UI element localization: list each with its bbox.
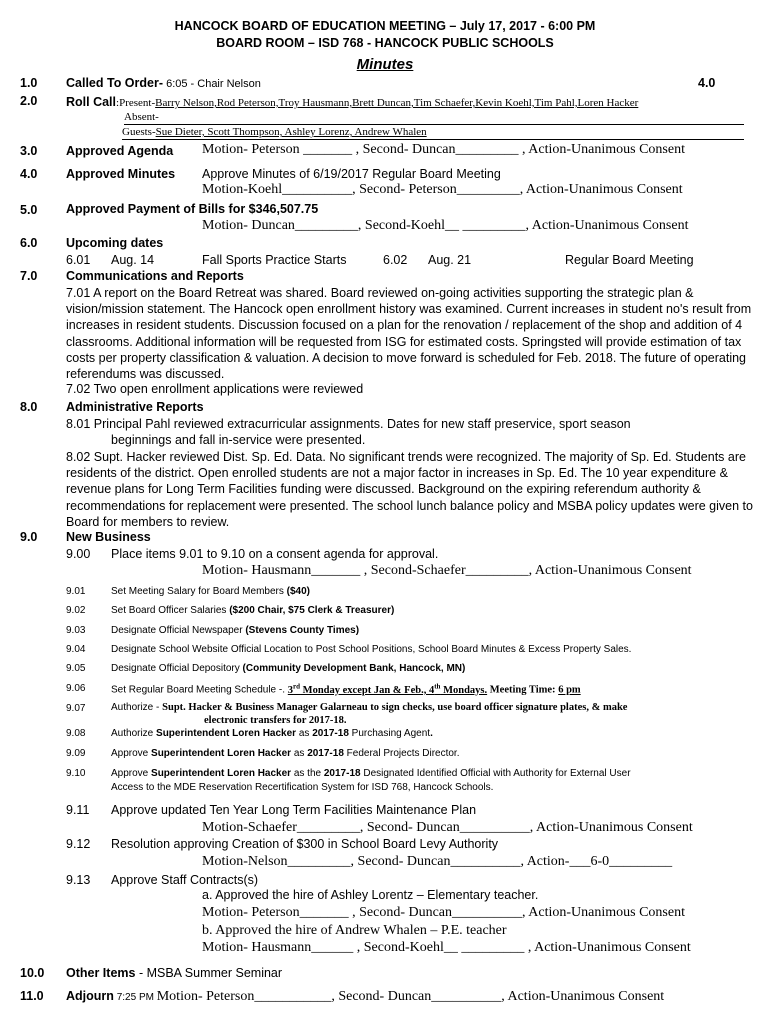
- s4-num: 4.0: [20, 167, 38, 181]
- i908-d: 2017-18: [312, 728, 349, 739]
- s7-num: 7.0: [20, 269, 38, 283]
- i906-sup2: th: [434, 682, 441, 690]
- s2-line: [66, 93, 746, 111]
- i904-num: 9.04: [66, 644, 86, 655]
- s4-motion: Motion-Koehl__________, Second- Peterson_________, Action-Unanimous Consent: [202, 182, 683, 197]
- s5-motion: Motion- Duncan_________, Second-Koehl__ _________, Action-Unanimous Consent: [202, 218, 689, 233]
- i913-a-motion: Motion- Peterson_______ , Second- Duncan__________, Action-Unanimous Consent: [202, 905, 685, 920]
- i911-num: 9.11: [66, 803, 90, 817]
- s2-num: 2.0: [20, 94, 38, 108]
- s10-label: Other Items: [66, 966, 136, 980]
- i904-text: Designate School Website Official Location to Post School Positions, School Board Minutes & Excess Property Sales.: [111, 644, 632, 655]
- i906-num: 9.06: [66, 683, 86, 694]
- s11-time: 7:25 PM: [113, 992, 157, 1003]
- s8-p1b: beginnings and fall in-service were presented.: [111, 433, 366, 447]
- i903-num: 9.03: [66, 625, 86, 636]
- i902-num: 9.02: [66, 605, 86, 616]
- i905-text: [111, 663, 465, 675]
- i909-d: 2017-18: [307, 748, 344, 759]
- s9-num: 9.0: [20, 530, 38, 544]
- s8-label: Administrative Reports: [66, 400, 204, 414]
- i906-d: 6 pm: [558, 684, 581, 696]
- i900-num: 9.00: [66, 547, 91, 561]
- s10-text: - MSBA Summer Seminar: [135, 966, 283, 980]
- i908-num: 9.08: [66, 728, 86, 739]
- s9-label: New Business: [66, 530, 151, 544]
- s7-p1: 7.01 A report on the Board Retreat was shared. Board reviewed on-going activities supporting the strategic plan & vision/mission statement. The Hancock open enrollment history was examined. Current increases in student no's result from increases in resident students. Discussion focused on a plan for the renovation / replacement of the shop and addition of 4 classrooms. Additional information will be requested from ISG for estimated costs. Springsted will provide estimation of tax costs per property classification & valuation. A decision to move forward is scheduled for Feb. 2018. The future of operating referendums was discussed.: [66, 286, 752, 382]
- s3-num: 3.0: [20, 144, 38, 158]
- s7-label: Communications and Reports: [66, 269, 244, 283]
- i901-b: ($40): [286, 586, 310, 597]
- s6-num: 6.0: [20, 236, 38, 250]
- s6-d1-date: Aug. 14: [111, 253, 155, 267]
- i907-num: 9.07: [66, 703, 86, 714]
- i902-b: ($200 Chair, $75 Clerk & Treasurer): [229, 605, 395, 616]
- i901-a: Set Meeting Salary for Board Members: [111, 586, 287, 597]
- s6-d2-num: 6.02: [383, 253, 408, 267]
- s1-label: Called To Order-: [66, 76, 164, 90]
- s2-present: Barry Nelson,Rod Peterson,Troy Hausmann,Brett Duncan,Tim Schaefer,Kevin Koehl,Tim Pahl,Loren Hacker: [155, 97, 639, 109]
- header-title: HANCOCK BOARD OF EDUCATION MEETING – July 17, 2017 - 6:00 PM: [174, 19, 596, 33]
- s1-line: [66, 76, 261, 91]
- i910-num: 9.10: [66, 768, 86, 779]
- i909-e: Federal Projects Director.: [343, 748, 460, 759]
- s6-label: Upcoming dates: [66, 236, 164, 250]
- i906-sup1: rd: [293, 682, 301, 690]
- i909-b: Superintendent Loren Hacker: [151, 748, 292, 759]
- i907-b: Supt. Hacker & Business Manager Galarneau to sign checks, use board officer signature plates, & make: [162, 702, 628, 713]
- s11-line: [66, 987, 664, 1005]
- i910-a: Approve: [111, 768, 152, 779]
- s6-d2-text: Regular Board Meeting: [565, 253, 694, 267]
- s2-guests: [122, 126, 744, 140]
- s11-motion: Motion- Peterson___________, Second- Duncan__________, Action-Unanimous Consent: [156, 989, 665, 1004]
- s11-num: 11.0: [20, 989, 44, 1003]
- i910-b: Superintendent Loren Hacker: [151, 768, 292, 779]
- s8-p2: 8.02 Supt. Hacker reviewed Dist. Sp. Ed. Data. No significant trends were recognized. The majority of Sp. Ed. Students are residents of the district. Open enrolled students are not a major factor in increases in Sp. Ed. The 10 year expenditure & revenue plans for Long Term Facilities funding were discussed. Background on the expiring referendum authority & recommendations for replacement were presented. The school lunch balance policy and MSBA policy updates were given to Board for members to review.: [66, 450, 753, 529]
- s6-d1-num: 6.01: [66, 253, 91, 267]
- i909-a: Approve: [111, 748, 152, 759]
- i910-e: Designated Identified Official with Authority for External User: [360, 768, 631, 779]
- s2-label: Roll Call: [66, 95, 117, 109]
- i913-b-motion: Motion- Hausmann______ , Second-Koehl__ _________ , Action-Unanimous Consent: [202, 940, 691, 955]
- i910-text: [111, 768, 631, 780]
- i908-c: as: [296, 728, 313, 739]
- i913-b: b. Approved the hire of Andrew Whalen – P.E. teacher: [202, 923, 507, 938]
- s2-absent-label: Absent-: [124, 111, 159, 123]
- s8-p1a: 8.01 Principal Pahl reviewed extracurricular assignments. Dates for new staff preservice, sport season: [66, 417, 631, 431]
- i903-b: (Stevens County Times): [245, 625, 360, 636]
- s1-text: 6:05 - Chair Nelson: [163, 78, 261, 90]
- i912-text: Resolution approving Creation of $300 in School Board Levy Authority: [111, 837, 499, 851]
- minutes-title: Minutes: [356, 56, 414, 73]
- i900-text: Place items 9.01 to 9.10 on a consent agenda for approval.: [111, 547, 439, 561]
- s10-num: 10.0: [20, 966, 45, 980]
- s4-label: Approved Minutes: [66, 167, 176, 181]
- s2-present-label: :Present-: [116, 97, 156, 109]
- i913-text: Approve Staff Contracts(s): [111, 873, 259, 887]
- i906-c: Meeting Time:: [487, 684, 559, 696]
- i905-b: (Community Development Bank, Hancock, MN): [242, 663, 466, 674]
- i910-c: as the: [291, 768, 324, 779]
- i911-motion: Motion-Schaefer_________, Second- Duncan__________, Action-Unanimous Consent: [202, 820, 693, 835]
- i910-d: 2017-18: [323, 768, 361, 779]
- s11-label: Adjourn: [66, 989, 114, 1003]
- i908-b: Superintendent Loren Hacker: [156, 728, 297, 739]
- i907-a: Authorize -: [111, 702, 163, 713]
- i912-motion: Motion-Nelson_________, Second- Duncan__________, Action-___6-0_________: [202, 854, 673, 869]
- i907-c: electronic transfers for 2017-18.: [204, 715, 347, 726]
- s5-label: Approved Payment of Bills for $346,507.75: [66, 202, 319, 216]
- s8-num: 8.0: [20, 400, 38, 414]
- s3-motion: Motion- Peterson _______ , Second- Duncan_________ , Action-Unanimous Consent: [202, 142, 685, 157]
- s6-d1-text: Fall Sports Practice Starts: [202, 253, 347, 267]
- s2-guests-label: Guests-: [122, 126, 156, 138]
- i902-a: Set Board Officer Salaries: [111, 605, 230, 616]
- i911-text: Approve updated Ten Year Long Term Facilities Maintenance Plan: [111, 803, 477, 817]
- s7-p2: 7.02 Two open enrollment applications were reviewed: [66, 382, 364, 396]
- i908-e: Purchasing Agent: [348, 728, 431, 739]
- i903-text: [111, 625, 359, 637]
- i909-c: as: [291, 748, 308, 759]
- i902-text: [111, 605, 394, 617]
- i913-a: a. Approved the hire of Ashley Lorentz – Elementary teacher.: [202, 888, 539, 902]
- s1-num: 1.0: [20, 76, 38, 90]
- s2-absent: [124, 111, 744, 125]
- i906-b: [287, 682, 488, 696]
- i908-text: Authorize Superintendent Loren Hacker as 2017-18 Purchasing Agent.: [111, 728, 433, 739]
- i906-b2: Monday except Jan & Feb., 4: [300, 684, 435, 696]
- i913-num: 9.13: [66, 873, 91, 887]
- s3-label: Approved Agenda: [66, 144, 174, 158]
- i901-text: [111, 586, 310, 598]
- i910-f: Access to the MDE Reservation Recertification System for ISD 768, Hancock Schools.: [111, 782, 494, 793]
- i907-text: [111, 702, 627, 714]
- i905-a: Designate Official Depository: [111, 663, 243, 674]
- i906-a: Set Regular Board Meeting Schedule -.: [111, 684, 288, 696]
- s10-line: [66, 966, 282, 980]
- s5-num: 5.0: [20, 203, 38, 217]
- s4-text: Approve Minutes of 6/19/2017 Regular Board Meeting: [202, 167, 501, 181]
- i900-motion: Motion- Hausmann_______ , Second-Schaefer_________, Action-Unanimous Consent: [202, 563, 692, 578]
- i909-text: [111, 748, 460, 760]
- i906-text: [111, 682, 581, 697]
- i906-b1: 3: [287, 684, 294, 696]
- s6-d2-date: Aug. 21: [428, 253, 472, 267]
- i908-a: Authorize: [111, 728, 157, 739]
- i912-num: 9.12: [66, 837, 91, 851]
- header-subtitle: BOARD ROOM – ISD 768 - HANCOCK PUBLIC SCHOOLS: [216, 36, 554, 50]
- s1-right: 4.0: [698, 76, 716, 90]
- i901-num: 9.01: [66, 586, 86, 597]
- i903-a: Designate Official Newspaper: [111, 625, 246, 636]
- i909-num: 9.09: [66, 748, 86, 759]
- i905-num: 9.05: [66, 663, 86, 674]
- i906-b3: Mondays.: [440, 684, 488, 696]
- s2-guests-names: Sue Dieter, Scott Thompson, Ashley Lorenz, Andrew Whalen: [155, 126, 427, 138]
